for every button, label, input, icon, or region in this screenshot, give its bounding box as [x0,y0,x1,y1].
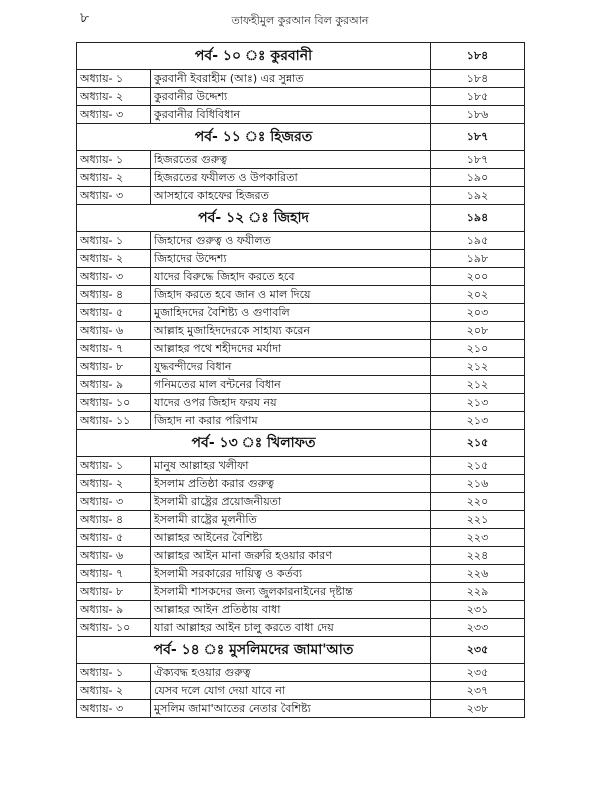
section-row [77,43,525,70]
chapter-title: হিজরতের গুরুত্ব [151,151,431,169]
chapter-title: যুদ্ধবন্দীদের বিধান [151,358,431,376]
chapter-label: অধ্যায়- ২ [77,250,151,268]
chapter-page: ২০৮ [431,322,525,340]
chapter-row [77,169,525,187]
chapter-page: ২৩৭ [431,682,525,700]
chapter-label: অধ্যায়- ১১ [77,412,151,430]
chapter-row [77,151,525,169]
section-title: পর্ব- ১০ ঃ কুরবানী [77,43,431,70]
chapter-label: অধ্যায়- ৩ [77,493,151,511]
chapter-label: অধ্যায়- ৯ [77,376,151,394]
chapter-label: অধ্যায়- ২ [77,169,151,187]
chapter-page: ২১৩ [431,412,525,430]
chapter-title: মানুষ আল্লাহর খলীফা [151,457,431,475]
chapter-row [77,682,525,700]
chapter-page: ২২১ [431,511,525,529]
chapter-label: অধ্যায়- ১ [77,70,151,88]
chapter-title: আল্লাহর আইনের বৈশিষ্ট্য [151,529,431,547]
toc-body [77,43,525,718]
chapter-page: ১৯০ [431,169,525,187]
chapter-title: হিজরতের ফযীলত ও উপকারিতা [151,169,431,187]
chapter-label: অধ্যায়- ৯ [77,601,151,619]
chapter-title: ইসলাম প্রতিষ্ঠা করার গুরুত্ব [151,475,431,493]
chapter-title: ইসলামী রাষ্ট্রের মূলনীতি [151,511,431,529]
section-row [77,205,525,232]
chapter-row [77,268,525,286]
chapter-row [77,601,525,619]
chapter-page: ২৩৫ [431,664,525,682]
chapter-row [77,583,525,601]
chapter-title: জিহাদের উদ্দেশ্য [151,250,431,268]
chapter-label: অধ্যায়- ৬ [77,322,151,340]
chapter-title: আসহাবে কাহফের হিজরত [151,187,431,205]
running-header: তাফহীমুল কুরআন বিল কুরআন [231,14,369,27]
section-page: ১৮৭ [431,124,525,151]
chapter-page: ২১৬ [431,475,525,493]
chapter-page: ১৯৮ [431,250,525,268]
chapter-title: যাদের বিরুদ্ধে জিহাদ করতে হবে [151,268,431,286]
chapter-label: অধ্যায়- ৪ [77,286,151,304]
chapter-row [77,70,525,88]
section-row [77,637,525,664]
chapter-label: অধ্যায়- ৭ [77,340,151,358]
chapter-label: অধ্যায়- ৮ [77,358,151,376]
chapter-title: আল্লাহর আইন মানা জরুরি হওয়ার কারণ [151,547,431,565]
section-title: পর্ব- ১১ ঃ হিজরত [77,124,431,151]
chapter-title: আল্লাহ মুজাহিদদেরকে সাহায্য করেন [151,322,431,340]
chapter-page: ২২০ [431,493,525,511]
chapter-title: যারা আল্লাহর আইন চালু করতে বাধা দেয় [151,619,431,637]
chapter-row [77,529,525,547]
chapter-row [77,358,525,376]
chapter-page: ২১২ [431,358,525,376]
chapter-label: অধ্যায়- ১০ [77,394,151,412]
chapter-row [77,88,525,106]
chapter-label: অধ্যায়- ২ [77,475,151,493]
chapter-label: অধ্যায়- ৮ [77,583,151,601]
chapter-row [77,376,525,394]
chapter-page: ২১২ [431,376,525,394]
chapter-title: কুরবানীর বিধিবিধান [151,106,431,124]
chapter-title: ইসলামী রাষ্ট্রের প্রয়োজনীয়তা [151,493,431,511]
chapter-label: অধ্যায়- ৪ [77,511,151,529]
section-row [77,430,525,457]
chapter-label: অধ্যায়- ১ [77,664,151,682]
chapter-label: অধ্যায়- ২ [77,682,151,700]
chapter-page: ২০০ [431,268,525,286]
chapter-page: ১৮৪ [431,70,525,88]
chapter-page: ২২৩ [431,529,525,547]
chapter-title: জিহাদ করতে হবে জান ও মাল দিয়ে [151,286,431,304]
chapter-row [77,547,525,565]
chapter-row [77,304,525,322]
chapter-row [77,475,525,493]
chapter-row [77,700,525,718]
chapter-title: মুজাহিদদের বৈশিষ্ট্য ও গুণাবলি [151,304,431,322]
chapter-row [77,457,525,475]
chapter-label: অধ্যায়- ১ [77,457,151,475]
chapter-row [77,286,525,304]
section-page: ১৯৪ [431,205,525,232]
section-row [77,124,525,151]
section-title: পর্ব- ১৪ ঃ মুসলিমদের জামা'আত [77,637,431,664]
chapter-page: ২১৫ [431,457,525,475]
chapter-label: অধ্যায়- ৭ [77,565,151,583]
chapter-row [77,565,525,583]
page-number: ৮ [80,10,90,26]
section-title: পর্ব- ১৩ ঃ খিলাফত [77,430,431,457]
chapter-row [77,232,525,250]
chapter-title: কুরবানীর উদ্দেশ্য [151,88,431,106]
section-page: ২৩৫ [431,637,525,664]
table-of-contents [76,42,525,718]
section-page: ১৮৪ [431,43,525,70]
chapter-row [77,394,525,412]
chapter-row [77,322,525,340]
section-title: পর্ব- ১২ ঃ জিহাদ [77,205,431,232]
chapter-page: ২২৪ [431,547,525,565]
chapter-row [77,250,525,268]
chapter-row [77,412,525,430]
chapter-page: ২১৩ [431,394,525,412]
chapter-title: গনিমতের মাল বন্টনের বিধান [151,376,431,394]
chapter-label: অধ্যায়- ৩ [77,106,151,124]
chapter-title: কুরবানী ইবরাহীম (আঃ) এর সুন্নাত [151,70,431,88]
chapter-label: অধ্যায়- ৩ [77,268,151,286]
chapter-label: অধ্যায়- ৬ [77,547,151,565]
chapter-title: ইসলামী শাসকদের জন্য জুলকারনাইনের দৃষ্টান্ত [151,583,431,601]
chapter-page: ২১০ [431,340,525,358]
chapter-page: ১৯৫ [431,232,525,250]
chapter-page: ১৮৫ [431,88,525,106]
chapter-page: ২০৩ [431,304,525,322]
chapter-page: ১৯২ [431,187,525,205]
chapter-title: যাদের ওপর জিহাদ ফরয নয় [151,394,431,412]
chapter-title: মুসলিম জামা'আতের নেতার বৈশিষ্ট্য [151,700,431,718]
chapter-row [77,619,525,637]
chapter-row [77,511,525,529]
chapter-title: জিহাদ না করার পরিণাম [151,412,431,430]
chapter-title: যেসব দলে যোগ দেয়া যাবে না [151,682,431,700]
chapter-title: আল্লাহর আইন প্রতিষ্ঠায় বাধা [151,601,431,619]
chapter-row [77,187,525,205]
chapter-page: ২৩৩ [431,619,525,637]
chapter-page: ১৮৭ [431,151,525,169]
chapter-title: জিহাদের গুরুত্ব ও ফযীলত [151,232,431,250]
chapter-label: অধ্যায়- ২ [77,88,151,106]
chapter-label: অধ্যায়- ১ [77,232,151,250]
chapter-title: ইসলামী সরকারের দায়িত্ব ও কর্তব্য [151,565,431,583]
chapter-page: ২২৬ [431,565,525,583]
chapter-label: অধ্যায়- ১ [77,151,151,169]
chapter-row [77,340,525,358]
chapter-label: অধ্যায়- ৫ [77,304,151,322]
chapter-page: ১৮৬ [431,106,525,124]
section-page: ২১৫ [431,430,525,457]
chapter-row [77,664,525,682]
chapter-page: ২৩১ [431,601,525,619]
chapter-label: অধ্যায়- ৫ [77,529,151,547]
chapter-label: অধ্যায়- ১০ [77,619,151,637]
chapter-page: ২০২ [431,286,525,304]
chapter-title: ঐক্যবদ্ধ হওয়ার গুরুত্ব [151,664,431,682]
chapter-page: ২২৯ [431,583,525,601]
chapter-row [77,493,525,511]
chapter-label: অধ্যায়- ৩ [77,187,151,205]
chapter-title: আল্লাহর পথে শহীদদের মর্যাদা [151,340,431,358]
chapter-label: অধ্যায়- ৩ [77,700,151,718]
chapter-page: ২৩৮ [431,700,525,718]
chapter-row [77,106,525,124]
